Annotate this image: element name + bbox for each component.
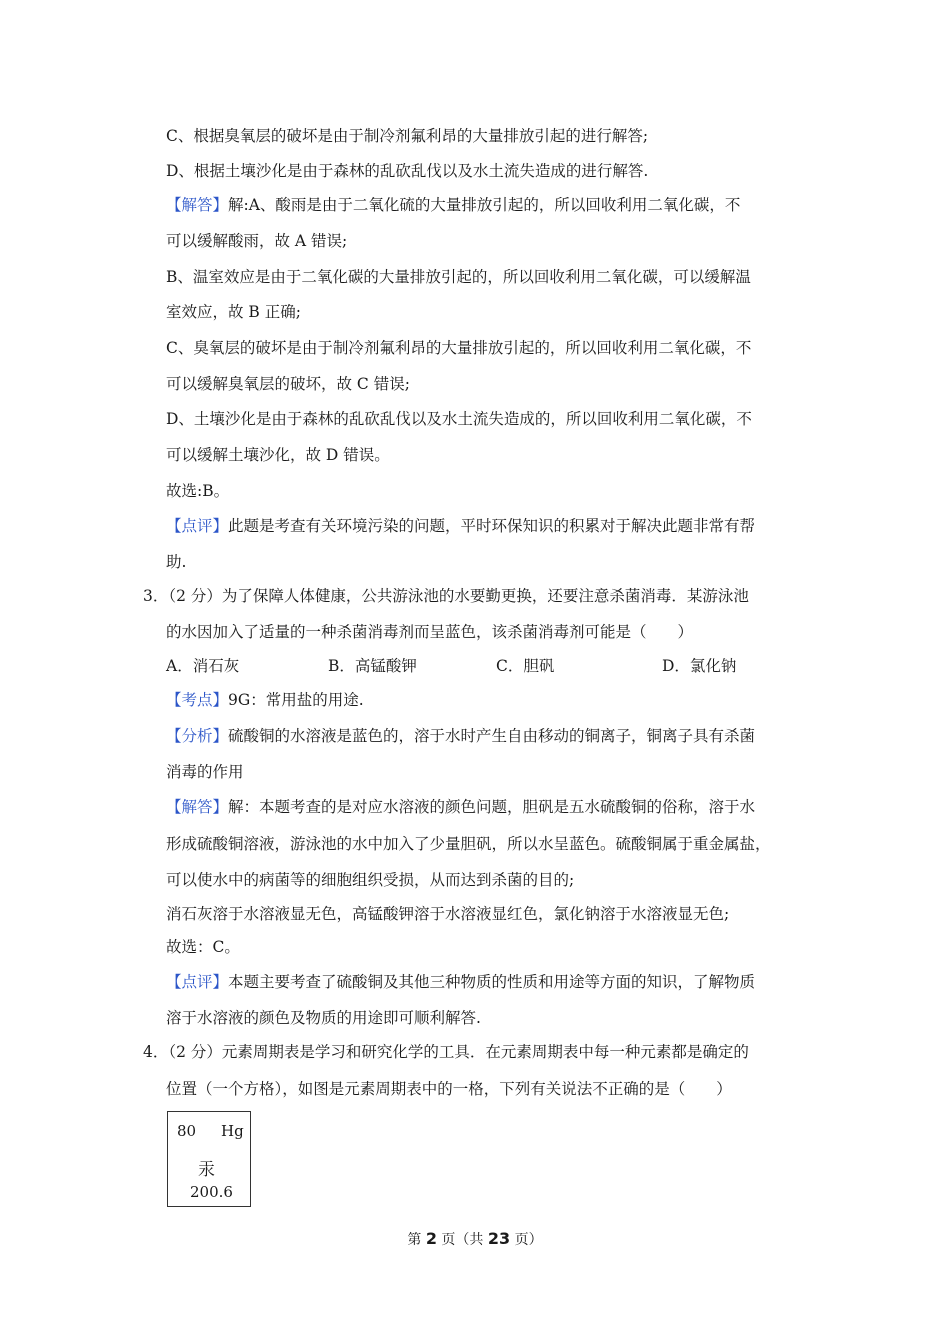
text-line [166, 481, 229, 501]
text-line [166, 409, 752, 429]
section-tag: 【分析】 [166, 727, 229, 745]
footer-suffix: 页） [510, 1232, 543, 1248]
section-tag: 【解答】 [166, 798, 229, 816]
text-line [166, 1079, 732, 1099]
line-text: 3．（2 分）为了保障人体健康，公共游泳池的水要勤更换，还要注意杀菌消毒．某游泳池 [143, 587, 749, 605]
line-text: 消毒的作用 [166, 763, 244, 781]
line-text: 消石灰溶于水溶液显无色，高锰酸钾溶于水溶液显红色，氯化钠溶于水溶液显无色; [166, 905, 730, 923]
line-text: 9G：常用盐的用途. [228, 691, 364, 709]
text-line [166, 972, 755, 992]
text-line [166, 904, 729, 924]
text-line [166, 726, 755, 746]
text-line [166, 267, 751, 287]
line-text: 可以缓解臭氧层的破坏，故 C 错误; [166, 375, 410, 393]
line-text: 的水因加入了适量的一种杀菌消毒剂而呈蓝色，该杀菌消毒剂可能是（ ） [166, 623, 694, 641]
answer-options [166, 656, 806, 676]
text-line [166, 762, 244, 782]
section-tag: 【点评】 [166, 517, 229, 535]
footer-page-number: 2 [425, 1229, 437, 1248]
text-line [166, 126, 648, 146]
line-text: C、臭氧层的破坏是由于制冷剂氟利昂的大量排放引起的，所以回收利用二氧化碳，不 [166, 339, 752, 357]
element-name: 汞 [198, 1160, 215, 1180]
line-text: 解：本题考查的是对应水溶液的颜色问题，胆矾是五水硫酸铜的俗称，溶于水 [228, 798, 756, 816]
option-d: D．氯化钠 [662, 657, 737, 675]
option-a: A．消石灰 [166, 657, 240, 675]
line-text: 形成硫酸铜溶液，游泳池的水中加入了少量胆矾，所以水呈蓝色。硫酸铜属于重金属盐， [166, 835, 771, 853]
text-line [166, 690, 364, 710]
text-line [166, 445, 390, 465]
line-text: 助. [166, 553, 187, 571]
option-b: B．高锰酸钾 [328, 657, 417, 675]
line-text: 本题主要考查了硫酸铜及其他三种物质的性质和用途等方面的知识，了解物质 [228, 973, 756, 991]
text-line [166, 622, 693, 642]
text-line [166, 338, 751, 358]
page-footer [0, 1229, 950, 1249]
footer-middle: 页（共 [436, 1232, 488, 1248]
text-line [166, 870, 574, 890]
text-line [166, 161, 648, 181]
line-text: 室效应，故 B 正确; [166, 303, 301, 321]
line-text: 可以使水中的病菌等的细胞组织受损，从而达到杀菌的目的; [166, 871, 575, 889]
line-text: 故选:B。 [166, 482, 230, 500]
text-line [166, 302, 301, 322]
text-line [143, 1042, 749, 1062]
footer-total-pages: 23 [487, 1229, 511, 1248]
line-text: 4．（2 分）元素周期表是学习和研究化学的工具．在元素周期表中每一种元素都是确定的 [143, 1043, 749, 1061]
line-text: C、根据臭氧层的破坏是由于制冷剂氟利昂的大量排放引起的进行解答; [166, 127, 649, 145]
line-text: 位置（一个方格），如图是元素周期表中的一格，下列有关说法不正确的是（ ） [166, 1080, 732, 1098]
text-line [143, 586, 749, 606]
line-text: 此题是考查有关环境污染的问题，平时环保知识的积累对于解决此题非常有帮 [228, 517, 756, 535]
text-line [166, 834, 771, 854]
text-line [166, 797, 755, 817]
line-text: 硫酸铜的水溶液是蓝色的，溶于水时产生自由移动的铜离子，铜离子具有杀菌 [228, 727, 756, 745]
line-text: 可以缓解酸雨，故 A 错误; [166, 232, 348, 250]
text-line [166, 231, 347, 251]
periodic-table-cell [167, 1111, 251, 1207]
line-text: 故选：C。 [166, 938, 240, 956]
element-symbol: Hg [221, 1122, 244, 1140]
section-tag: 【点评】 [166, 973, 229, 991]
footer-prefix: 第 [407, 1232, 426, 1248]
atomic-mass: 200.6 [190, 1183, 233, 1201]
line-text: 解:A、酸雨是由于二氧化硫的大量排放引起的，所以回收利用二氧化碳，不 [228, 196, 741, 214]
text-line [166, 195, 740, 215]
text-line [166, 552, 186, 572]
section-tag: 【考点】 [166, 691, 229, 709]
line-text: 可以缓解土壤沙化，故 D 错误。 [166, 446, 390, 464]
line-text: B、温室效应是由于二氧化碳的大量排放引起的，所以回收利用二氧化碳，可以缓解温 [166, 268, 751, 286]
line-text: 溶于水溶液的颜色及物质的用途即可顺利解答. [166, 1009, 481, 1027]
text-line [166, 1008, 481, 1028]
atomic-number: 80 [177, 1122, 197, 1140]
line-text: D、土壤沙化是由于森林的乱砍乱伐以及水土流失造成的，所以回收利用二氧化碳，不 [166, 410, 752, 428]
text-line [166, 937, 240, 957]
section-tag: 【解答】 [166, 196, 229, 214]
option-c: C．胆矾 [496, 657, 555, 675]
text-line [166, 374, 410, 394]
text-line [166, 516, 755, 536]
line-text: D、根据土壤沙化是由于森林的乱砍乱伐以及水土流失造成的进行解答. [166, 162, 649, 180]
